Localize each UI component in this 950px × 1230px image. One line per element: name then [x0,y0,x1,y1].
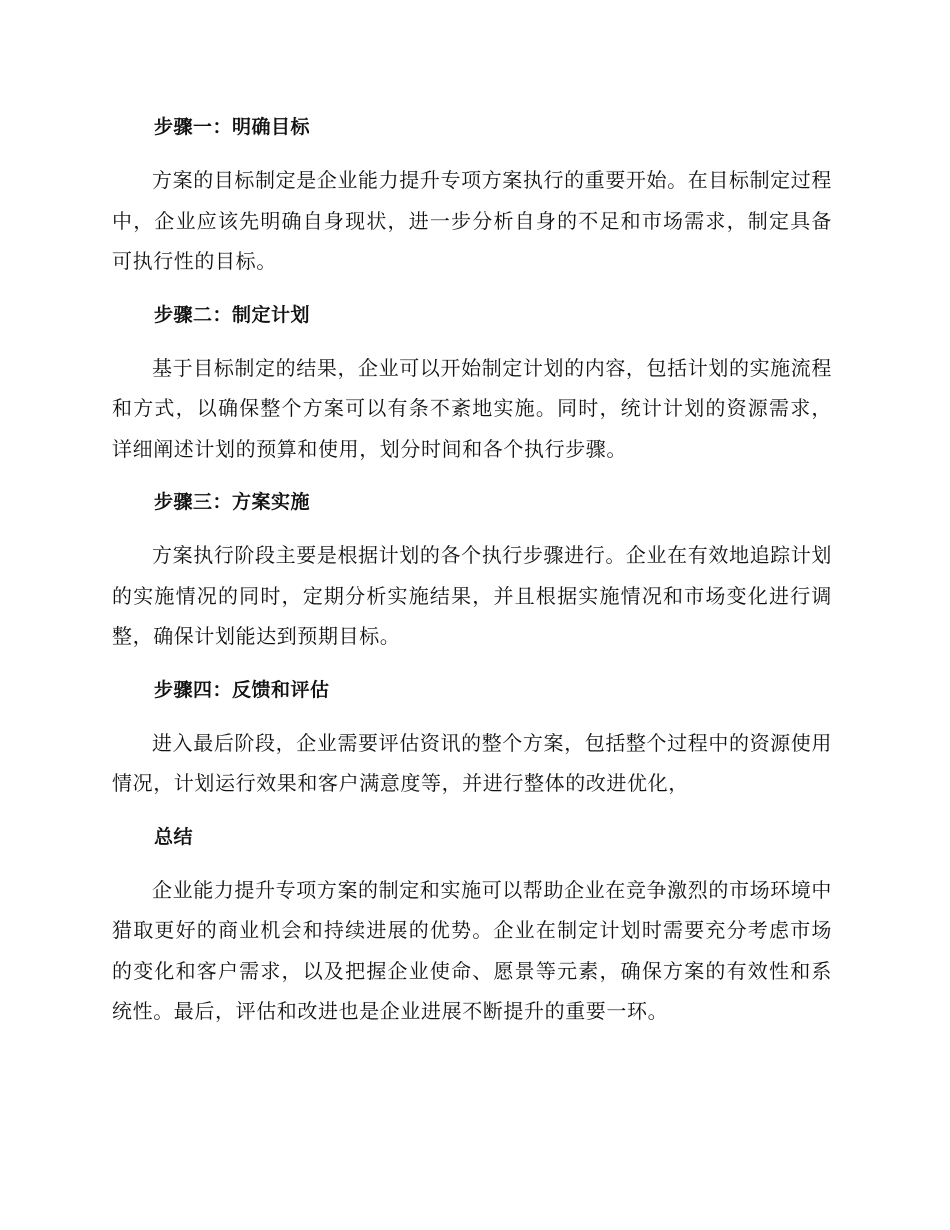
section-body-summary: 企业能力提升专项方案的制定和实施可以帮助企业在竞争激烈的市场环境中猎取更好的商业机会和持续进展的优势。企业在制定计划时需要充分考虑市场的变化和客户需求，以及把握企业使命、愿景等元素，确保方案的有效性和系统性。最后，评估和改进也是企业进展不断提升的重要一环。 [112,877,832,1023]
section-heading-step-3: 步骤三：方案实施 [154,491,311,513]
section-body-step-4: 进入最后阶段，企业需要评估资讯的整个方案，包括整个过程中的资源使用情况，计划运行效果和客户满意度等，并进行整体的改进优化， [112,730,832,795]
section-body-step-2: 基于目标制定的结果，企业可以开始制定计划的内容，包括计划的实施流程和方式，以确保整个方案可以有条不紊地实施。同时，统计计划的资源需求，详细阐述计划的预算和使用，划分时间和各个执行步骤。 [112,355,832,461]
section-body-step-1: 方案的目标制定是企业能力提升专项方案执行的重要开始。在目标制定过程中，企业应该先明确自身现状，进一步分析自身的不足和市场需求，制定具备可执行性的目标。 [112,168,832,273]
section-heading-step-4: 步骤四：反馈和评估 [154,678,330,701]
document-content [112,108,832,1046]
section-heading-summary: 总结 [154,825,194,848]
section-body-step-3: 方案执行阶段主要是根据计划的各个执行步骤进行。企业在有效地追踪计划的实施情况的同时，定期分析实施结果，并且根据实施情况和市场变化进行调整，确保计划能达到预期目标。 [112,543,832,648]
section-heading-step-2: 步骤二：制定计划 [154,303,311,326]
section-heading-step-1: 步骤一：明确目标 [154,116,311,138]
